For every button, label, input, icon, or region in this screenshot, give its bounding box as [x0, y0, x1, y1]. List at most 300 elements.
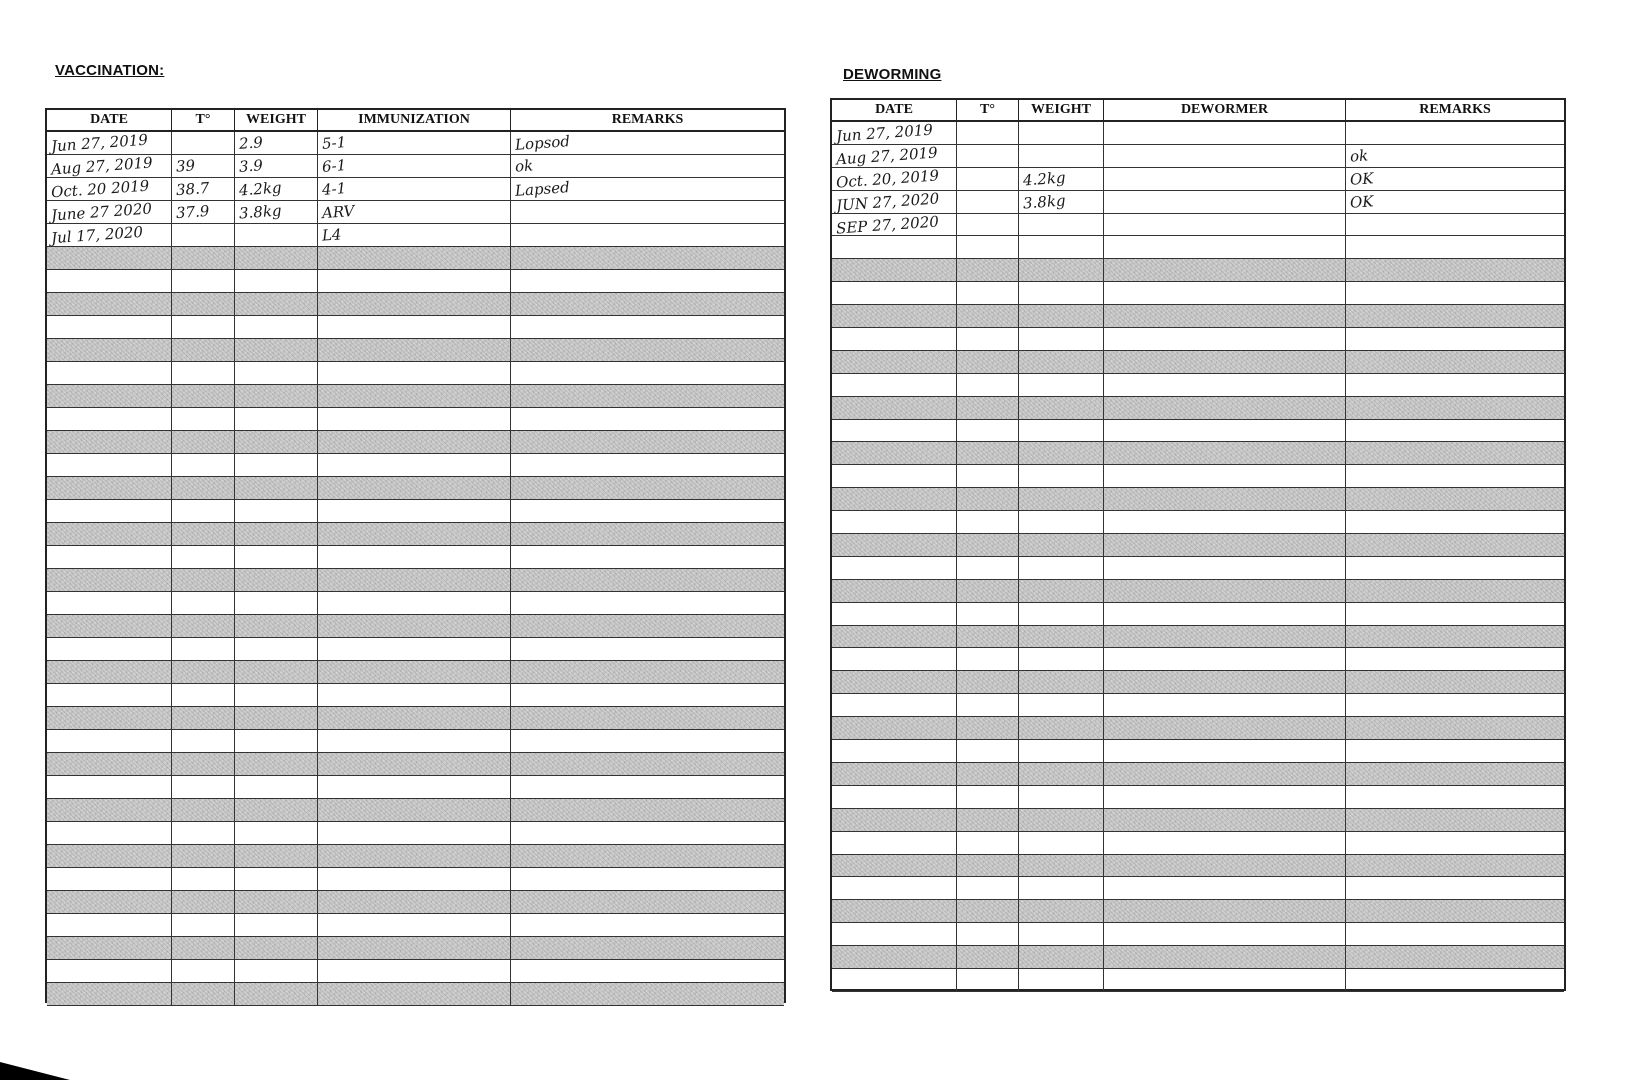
handwritten-entry: Aug 27, 2019 — [50, 153, 154, 179]
vaccination-cell — [318, 224, 511, 246]
handwritten-entry: 3.8kg — [238, 201, 283, 223]
table-row — [832, 511, 1564, 534]
vaccination-cell — [172, 569, 235, 591]
vaccination-cell — [172, 546, 235, 568]
deworming-cell — [1019, 694, 1104, 716]
deworming-cell — [832, 626, 957, 648]
deworming-cell — [1104, 328, 1346, 350]
deworming-cell — [1346, 740, 1564, 762]
vaccination-header-weight: WEIGHT — [235, 110, 318, 130]
vaccination-cell — [318, 316, 511, 338]
deworming-cell — [1019, 191, 1104, 213]
vaccination-cell — [511, 362, 784, 384]
vaccination-cell — [172, 730, 235, 752]
vaccination-cell — [47, 615, 172, 637]
table-row — [832, 236, 1564, 259]
handwritten-entry: Lopsod — [514, 132, 571, 154]
vaccination-cell — [511, 431, 784, 453]
deworming-cell — [1104, 694, 1346, 716]
deworming-cell — [1019, 923, 1104, 945]
table-row — [47, 845, 784, 868]
table-row — [832, 786, 1564, 809]
deworming-cell — [832, 305, 957, 327]
vaccination-cell — [511, 546, 784, 568]
deworming-cell — [832, 442, 957, 464]
vaccination-cell — [318, 201, 511, 223]
deworming-table — [830, 98, 1566, 991]
vaccination-cell — [318, 914, 511, 936]
deworming-cell — [1346, 282, 1564, 304]
table-row — [832, 145, 1564, 168]
table-row — [47, 983, 784, 1006]
deworming-cell — [957, 969, 1019, 991]
deworming-cell — [1346, 214, 1564, 236]
deworming-cell — [1019, 763, 1104, 785]
deworming-cell — [1104, 832, 1346, 854]
vaccination-cell — [47, 270, 172, 292]
table-row — [47, 822, 784, 845]
vaccination-cell — [172, 661, 235, 683]
vaccination-cell — [235, 454, 318, 476]
table-row — [47, 707, 784, 730]
vaccination-cell — [318, 247, 511, 269]
table-row — [47, 776, 784, 799]
table-row — [47, 316, 784, 339]
vaccination-cell — [235, 638, 318, 660]
deworming-cell — [957, 877, 1019, 899]
deworming-cell — [1104, 420, 1346, 442]
vaccination-cell — [318, 753, 511, 775]
vaccination-cell — [318, 707, 511, 729]
deworming-cell — [1019, 855, 1104, 877]
vaccination-cell — [511, 132, 784, 154]
table-row — [47, 546, 784, 569]
vaccination-cell — [511, 914, 784, 936]
deworming-cell — [1104, 397, 1346, 419]
handwritten-entry: 5-1 — [321, 133, 347, 153]
deworming-cell — [1346, 259, 1564, 281]
vaccination-cell — [318, 477, 511, 499]
deworming-cell — [957, 511, 1019, 533]
deworming-cell — [832, 969, 957, 991]
deworming-cell — [1104, 946, 1346, 968]
vaccination-cell — [235, 983, 318, 1005]
deworming-cell — [957, 214, 1019, 236]
vaccination-cell — [318, 684, 511, 706]
vaccination-cell — [511, 822, 784, 844]
handwritten-entry: June 27 2020 — [50, 199, 153, 225]
deworming-cell — [957, 351, 1019, 373]
deworming-cell — [1104, 168, 1346, 190]
vaccination-cell — [235, 293, 318, 315]
vaccination-cell — [511, 799, 784, 821]
deworming-cell — [1104, 191, 1346, 213]
table-row — [47, 661, 784, 684]
vaccination-cell — [235, 661, 318, 683]
deworming-cell — [1019, 442, 1104, 464]
vaccination-cell — [511, 500, 784, 522]
handwritten-entry: Oct. 20 2019 — [50, 176, 150, 202]
deworming-cell — [832, 122, 957, 144]
deworming-cell — [1104, 855, 1346, 877]
table-row — [832, 763, 1564, 786]
deworming-cell — [957, 809, 1019, 831]
deworming-cell — [957, 465, 1019, 487]
deworming-cell — [1346, 236, 1564, 258]
deworming-cell — [1019, 236, 1104, 258]
handwritten-entry: 4-1 — [321, 179, 347, 199]
deworming-cell — [1019, 717, 1104, 739]
table-row — [832, 900, 1564, 923]
vaccination-cell — [235, 385, 318, 407]
deworming-cell — [1019, 648, 1104, 670]
vaccination-cell — [235, 868, 318, 890]
vaccination-cell — [511, 960, 784, 982]
vaccination-cell — [318, 500, 511, 522]
deworming-cell — [832, 946, 957, 968]
deworming-cell — [1346, 511, 1564, 533]
vaccination-cell — [172, 592, 235, 614]
table-row — [47, 730, 784, 753]
handwritten-entry: Oct. 20, 2019 — [835, 166, 940, 192]
deworming-header-t: T° — [957, 100, 1019, 120]
deworming-cell — [1104, 603, 1346, 625]
deworming-cell — [1104, 534, 1346, 556]
table-row — [832, 397, 1564, 420]
deworming-cell — [1346, 397, 1564, 419]
vaccination-cell — [511, 983, 784, 1005]
vaccination-cell — [235, 707, 318, 729]
vaccination-header-immunization: IMMUNIZATION — [318, 110, 511, 130]
deworming-cell — [957, 946, 1019, 968]
handwritten-entry: OK — [1349, 168, 1375, 189]
vaccination-cell — [511, 638, 784, 660]
vaccination-cell — [172, 684, 235, 706]
deworming-cell — [957, 717, 1019, 739]
vaccination-cell — [172, 983, 235, 1005]
deworming-cell — [1346, 557, 1564, 579]
table-row — [47, 247, 784, 270]
vaccination-cell — [235, 799, 318, 821]
deworming-cell — [957, 626, 1019, 648]
table-row — [832, 694, 1564, 717]
deworming-cell — [1346, 877, 1564, 899]
vaccination-cell — [47, 546, 172, 568]
vaccination-cell — [235, 937, 318, 959]
handwritten-entry: OK — [1349, 191, 1375, 212]
table-row — [47, 408, 784, 431]
vaccination-cell — [47, 408, 172, 430]
vaccination-cell — [172, 431, 235, 453]
deworming-cell — [832, 282, 957, 304]
vaccination-cell — [511, 224, 784, 246]
table-row — [832, 282, 1564, 305]
handwritten-entry: Jun 27, 2019 — [835, 120, 934, 146]
vaccination-cell — [47, 454, 172, 476]
deworming-cell — [1019, 969, 1104, 991]
vaccination-cell — [47, 431, 172, 453]
table-row — [47, 569, 784, 592]
vaccination-cell — [318, 937, 511, 959]
vaccination-cell — [318, 339, 511, 361]
scan-corner-artifact — [0, 1062, 70, 1080]
vaccination-cell — [47, 293, 172, 315]
vaccination-cell — [235, 247, 318, 269]
deworming-cell — [1346, 465, 1564, 487]
vaccination-cell — [172, 615, 235, 637]
deworming-cell — [1346, 420, 1564, 442]
vaccination-cell — [318, 638, 511, 660]
deworming-cell — [957, 236, 1019, 258]
deworming-cell — [1019, 397, 1104, 419]
deworming-cell — [1019, 168, 1104, 190]
deworming-title: DEWORMING — [843, 66, 942, 83]
deworming-cell — [1019, 786, 1104, 808]
deworming-cell — [1104, 969, 1346, 991]
vaccination-cell — [172, 178, 235, 200]
deworming-cell — [832, 877, 957, 899]
deworming-cell — [1346, 442, 1564, 464]
deworming-cell — [1104, 923, 1346, 945]
table-row — [47, 293, 784, 316]
deworming-cell — [957, 191, 1019, 213]
vaccination-cell — [235, 891, 318, 913]
deworming-cell — [957, 442, 1019, 464]
deworming-cell — [1346, 832, 1564, 854]
handwritten-entry: Jul 17, 2020 — [50, 222, 144, 248]
table-row — [832, 923, 1564, 946]
handwritten-entry: Aug 27, 2019 — [835, 143, 939, 169]
deworming-cell — [832, 900, 957, 922]
deworming-cell — [832, 191, 957, 213]
vaccination-cell — [318, 822, 511, 844]
handwritten-entry: JUN 27, 2020 — [835, 189, 940, 215]
vaccination-cell — [172, 937, 235, 959]
vaccination-cell — [172, 201, 235, 223]
vaccination-cell — [172, 799, 235, 821]
deworming-cell — [1346, 694, 1564, 716]
handwritten-entry: 2.9 — [238, 133, 264, 153]
table-row — [47, 937, 784, 960]
deworming-cell — [1104, 122, 1346, 144]
vaccination-cell — [47, 730, 172, 752]
deworming-cell — [1019, 328, 1104, 350]
vaccination-cell — [318, 983, 511, 1005]
vaccination-cell — [318, 960, 511, 982]
vaccination-cell — [172, 293, 235, 315]
table-row — [47, 385, 784, 408]
vaccination-cell — [172, 224, 235, 246]
deworming-cell — [1104, 351, 1346, 373]
vaccination-cell — [235, 914, 318, 936]
vaccination-cell — [47, 684, 172, 706]
vaccination-cell — [235, 339, 318, 361]
table-row — [47, 523, 784, 546]
handwritten-entry: Lapsed — [514, 178, 571, 200]
vaccination-cell — [172, 155, 235, 177]
vaccination-cell — [235, 615, 318, 637]
deworming-cell — [1104, 442, 1346, 464]
vaccination-cell — [172, 270, 235, 292]
vaccination-cell — [235, 684, 318, 706]
deworming-cell — [957, 786, 1019, 808]
vaccination-cell — [318, 546, 511, 568]
deworming-cell — [957, 168, 1019, 190]
table-row — [47, 132, 784, 155]
vaccination-cell — [172, 845, 235, 867]
vaccination-cell — [172, 454, 235, 476]
vaccination-cell — [172, 477, 235, 499]
deworming-cell — [1346, 626, 1564, 648]
deworming-cell — [1019, 305, 1104, 327]
vaccination-cell — [235, 132, 318, 154]
vaccination-cell — [511, 845, 784, 867]
deworming-cell — [1104, 465, 1346, 487]
vaccination-cell — [511, 730, 784, 752]
vaccination-cell — [235, 477, 318, 499]
handwritten-entry: ARV — [321, 201, 356, 223]
deworming-cell — [1019, 259, 1104, 281]
vaccination-cell — [235, 431, 318, 453]
table-row — [832, 855, 1564, 878]
table-row — [832, 168, 1564, 191]
vaccination-cell — [511, 477, 784, 499]
deworming-cell — [1019, 832, 1104, 854]
deworming-cell — [957, 397, 1019, 419]
deworming-cell — [1104, 717, 1346, 739]
vaccination-cell — [47, 362, 172, 384]
table-row — [832, 603, 1564, 626]
vaccination-cell — [47, 247, 172, 269]
vaccination-cell — [47, 891, 172, 913]
deworming-cell — [1104, 557, 1346, 579]
deworming-cell — [1104, 214, 1346, 236]
deworming-cell — [1346, 534, 1564, 556]
vaccination-cell — [235, 270, 318, 292]
vaccination-cell — [235, 730, 318, 752]
table-row — [47, 891, 784, 914]
vaccination-cell — [235, 201, 318, 223]
deworming-cell — [832, 786, 957, 808]
vaccination-cell — [172, 408, 235, 430]
deworming-cell — [1346, 946, 1564, 968]
deworming-cell — [832, 855, 957, 877]
deworming-cell — [1346, 809, 1564, 831]
deworming-cell — [832, 211, 957, 238]
deworming-cell — [1104, 809, 1346, 831]
table-row — [47, 362, 784, 385]
table-row — [47, 960, 784, 983]
vaccination-cell — [511, 247, 784, 269]
table-row — [47, 615, 784, 638]
vaccination-cell — [235, 960, 318, 982]
handwritten-entry: 4.2kg — [1022, 168, 1067, 190]
vaccination-cell — [172, 776, 235, 798]
deworming-cell — [1019, 671, 1104, 693]
deworming-cell — [1019, 282, 1104, 304]
deworming-cell — [832, 580, 957, 602]
vaccination-cell — [47, 385, 172, 407]
vaccination-cell — [235, 776, 318, 798]
vaccination-cell — [172, 638, 235, 660]
deworming-cell — [957, 900, 1019, 922]
deworming-cell — [957, 740, 1019, 762]
deworming-cell — [957, 763, 1019, 785]
deworming-cell — [1346, 763, 1564, 785]
table-row — [832, 946, 1564, 969]
vaccination-cell — [235, 408, 318, 430]
vaccination-cell — [172, 247, 235, 269]
table-row — [47, 431, 784, 454]
deworming-cell — [1104, 877, 1346, 899]
deworming-header-dewormer: DEWORMER — [1104, 100, 1346, 120]
table-row — [832, 328, 1564, 351]
table-row — [47, 914, 784, 937]
deworming-cell — [832, 328, 957, 350]
vaccination-header-row — [47, 110, 784, 132]
handwritten-entry: 38.7 — [175, 178, 210, 200]
vaccination-cell — [511, 684, 784, 706]
deworming-cell — [832, 740, 957, 762]
table-row — [47, 155, 784, 178]
deworming-cell — [1019, 511, 1104, 533]
vaccination-cell — [47, 178, 172, 200]
table-row — [832, 648, 1564, 671]
table-row — [832, 259, 1564, 282]
deworming-cell — [957, 259, 1019, 281]
vaccination-table — [45, 108, 786, 1003]
vaccination-cell — [47, 776, 172, 798]
table-row — [832, 488, 1564, 511]
deworming-cell — [1104, 374, 1346, 396]
vaccination-cell — [511, 707, 784, 729]
table-row — [832, 626, 1564, 649]
deworming-cell — [957, 374, 1019, 396]
deworming-cell — [1346, 374, 1564, 396]
deworming-cell — [1104, 236, 1346, 258]
deworming-cell — [1019, 465, 1104, 487]
deworming-cell — [832, 534, 957, 556]
vaccination-cell — [511, 523, 784, 545]
deworming-cell — [957, 648, 1019, 670]
deworming-cell — [957, 488, 1019, 510]
vaccination-cell — [172, 753, 235, 775]
table-row — [832, 809, 1564, 832]
table-row — [832, 442, 1564, 465]
deworming-cell — [1104, 900, 1346, 922]
vaccination-cell — [318, 592, 511, 614]
vaccination-cell — [235, 822, 318, 844]
vaccination-cell — [511, 592, 784, 614]
vaccination-cell — [47, 569, 172, 591]
deworming-cell — [1019, 534, 1104, 556]
vaccination-cell — [172, 362, 235, 384]
deworming-cell — [832, 236, 957, 258]
handwritten-entry: Jun 27, 2019 — [50, 130, 149, 156]
vaccination-cell — [172, 707, 235, 729]
deworming-cell — [832, 923, 957, 945]
vaccination-cell — [172, 316, 235, 338]
deworming-cell — [1104, 259, 1346, 281]
vaccination-cell — [318, 132, 511, 154]
vaccination-cell — [235, 523, 318, 545]
vaccination-cell — [47, 201, 172, 223]
deworming-cell — [832, 397, 957, 419]
table-row — [47, 684, 784, 707]
vaccination-cell — [172, 385, 235, 407]
deworming-cell — [1019, 420, 1104, 442]
deworming-cell — [957, 282, 1019, 304]
